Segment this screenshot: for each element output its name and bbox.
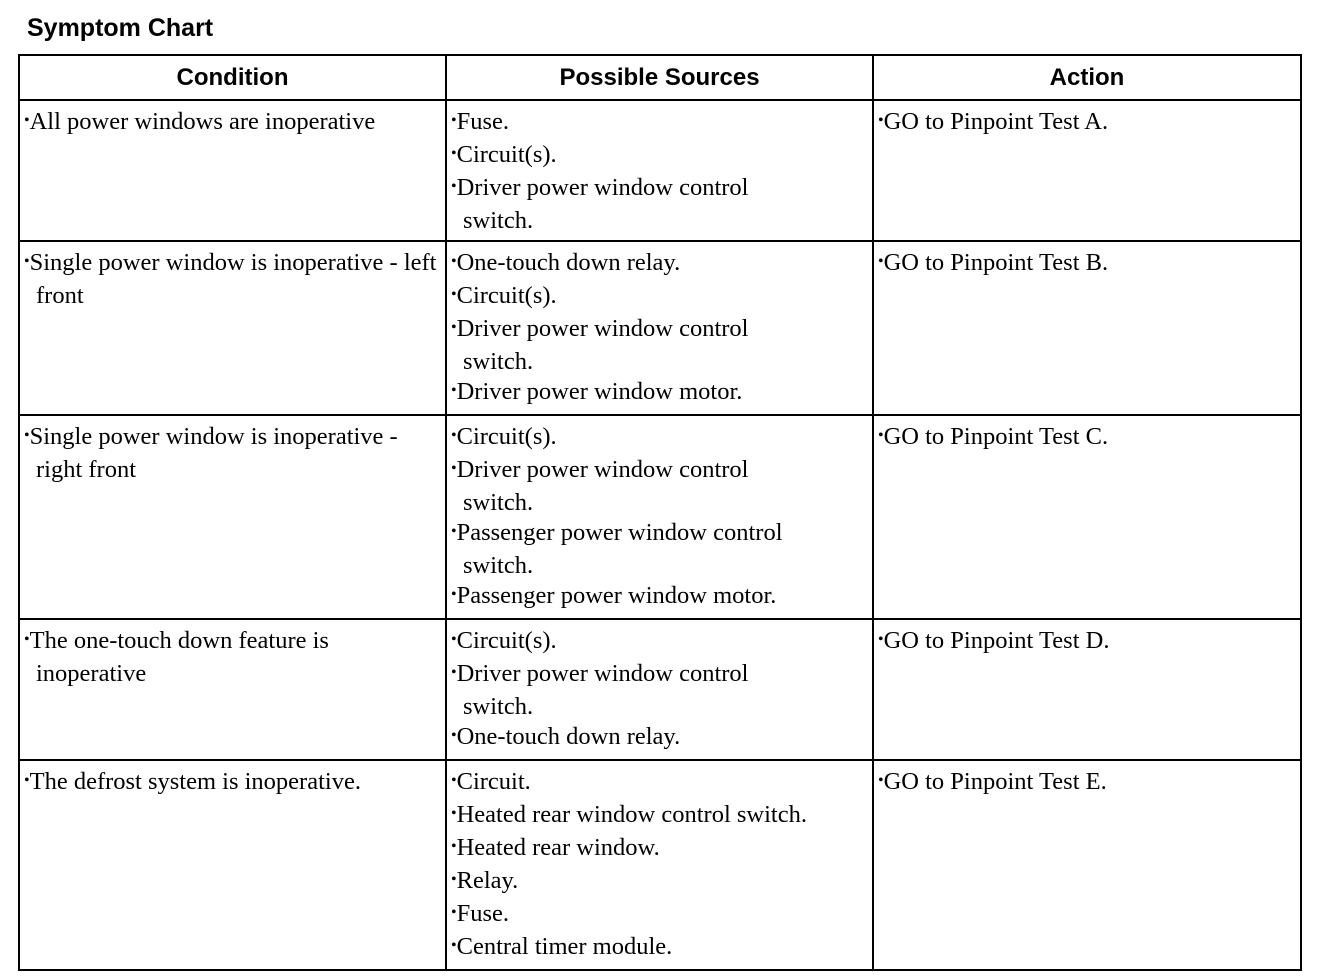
bullet-icon: • xyxy=(451,427,457,444)
list-item: •One-touch down relay. xyxy=(451,723,681,750)
table-row xyxy=(19,415,1301,619)
bullet-icon: • xyxy=(878,631,884,648)
table-row xyxy=(19,760,1301,970)
list-item: •Driver power window control switch. xyxy=(451,456,749,516)
bullet-icon: • xyxy=(451,838,457,855)
list-item: •Single power window is inoperative - right front xyxy=(24,423,398,483)
bullet-icon: • xyxy=(451,112,457,129)
bullet-icon: • xyxy=(451,772,457,789)
table-row xyxy=(19,619,1301,760)
list-item: •Relay. xyxy=(451,867,519,894)
header-condition: Condition xyxy=(19,55,446,100)
list-item: •Circuit(s). xyxy=(451,141,557,168)
list-item: •All power windows are inoperative xyxy=(24,108,376,135)
condition-cell xyxy=(19,619,446,760)
list-item: •GO to Pinpoint Test E. xyxy=(878,768,1107,795)
bullet-icon: • xyxy=(451,937,457,954)
sources-cell xyxy=(446,100,873,241)
table-row xyxy=(19,241,1301,415)
list-item: •Single power window is inoperative - left front xyxy=(24,249,437,309)
bullet-icon: • xyxy=(24,772,30,789)
list-item: •Circuit. xyxy=(451,768,531,795)
bullet-icon: • xyxy=(451,727,457,744)
bullet-icon: • xyxy=(451,586,457,603)
list-item: •Passenger power window motor. xyxy=(451,582,777,609)
action-cell xyxy=(873,760,1301,970)
bullet-icon: • xyxy=(24,427,30,444)
list-item: •Driver power window control switch. xyxy=(451,660,749,720)
symptom-chart-table xyxy=(18,54,1302,971)
list-item: •Fuse. xyxy=(451,900,510,927)
bullet-icon: • xyxy=(451,631,457,648)
bullet-icon: • xyxy=(24,631,30,648)
sources-cell xyxy=(446,760,873,970)
bullet-icon: • xyxy=(878,772,884,789)
sources-cell xyxy=(446,415,873,619)
list-item: •Passenger power window control switch. xyxy=(451,519,783,579)
condition-cell xyxy=(19,100,446,241)
bullet-icon: • xyxy=(451,145,457,162)
list-item: •Circuit(s). xyxy=(451,627,557,654)
header-row xyxy=(19,55,1301,100)
header-possible-sources: Possible Sources xyxy=(446,55,873,100)
list-item: •Heated rear window. xyxy=(451,834,660,861)
list-item: •GO to Pinpoint Test B. xyxy=(878,249,1109,276)
list-item: •Central timer module. xyxy=(451,933,673,960)
bullet-icon: • xyxy=(878,427,884,444)
action-cell xyxy=(873,100,1301,241)
list-item: •GO to Pinpoint Test C. xyxy=(878,423,1109,450)
list-item: •The one-touch down feature is inoperative xyxy=(24,627,329,687)
list-item: •The defrost system is inoperative. xyxy=(24,768,361,795)
list-item: •Fuse. xyxy=(451,108,510,135)
condition-cell xyxy=(19,415,446,619)
bullet-icon: • xyxy=(451,664,457,681)
list-item: •Driver power window control switch. xyxy=(451,315,749,375)
bullet-icon: • xyxy=(451,805,457,822)
list-item: •Driver power window control switch. xyxy=(451,174,749,234)
action-cell xyxy=(873,241,1301,415)
bullet-icon: • xyxy=(451,178,457,195)
bullet-icon: • xyxy=(451,253,457,270)
action-cell xyxy=(873,415,1301,619)
bullet-icon: • xyxy=(451,904,457,921)
bullet-icon: • xyxy=(451,460,457,477)
list-item: •GO to Pinpoint Test A. xyxy=(878,108,1109,135)
bullet-icon: • xyxy=(878,253,884,270)
list-item: •Heated rear window control switch. xyxy=(451,801,807,828)
bullet-icon: • xyxy=(451,382,457,399)
condition-cell xyxy=(19,241,446,415)
condition-cell xyxy=(19,760,446,970)
list-item: •One-touch down relay. xyxy=(451,249,681,276)
page-title: Symptom Chart xyxy=(27,14,214,42)
bullet-icon: • xyxy=(451,523,457,540)
action-cell xyxy=(873,619,1301,760)
sources-cell xyxy=(446,619,873,760)
list-item: •Circuit(s). xyxy=(451,282,557,309)
list-item: •GO to Pinpoint Test D. xyxy=(878,627,1110,654)
bullet-icon: • xyxy=(24,112,30,129)
bullet-icon: • xyxy=(24,253,30,270)
sources-cell xyxy=(446,241,873,415)
header-action: Action xyxy=(873,55,1301,100)
bullet-icon: • xyxy=(451,286,457,303)
bullet-icon: • xyxy=(451,871,457,888)
list-item: •Driver power window motor. xyxy=(451,378,743,405)
list-item: •Circuit(s). xyxy=(451,423,557,450)
bullet-icon: • xyxy=(451,319,457,336)
bullet-icon: • xyxy=(878,112,884,129)
table-row xyxy=(19,100,1301,241)
